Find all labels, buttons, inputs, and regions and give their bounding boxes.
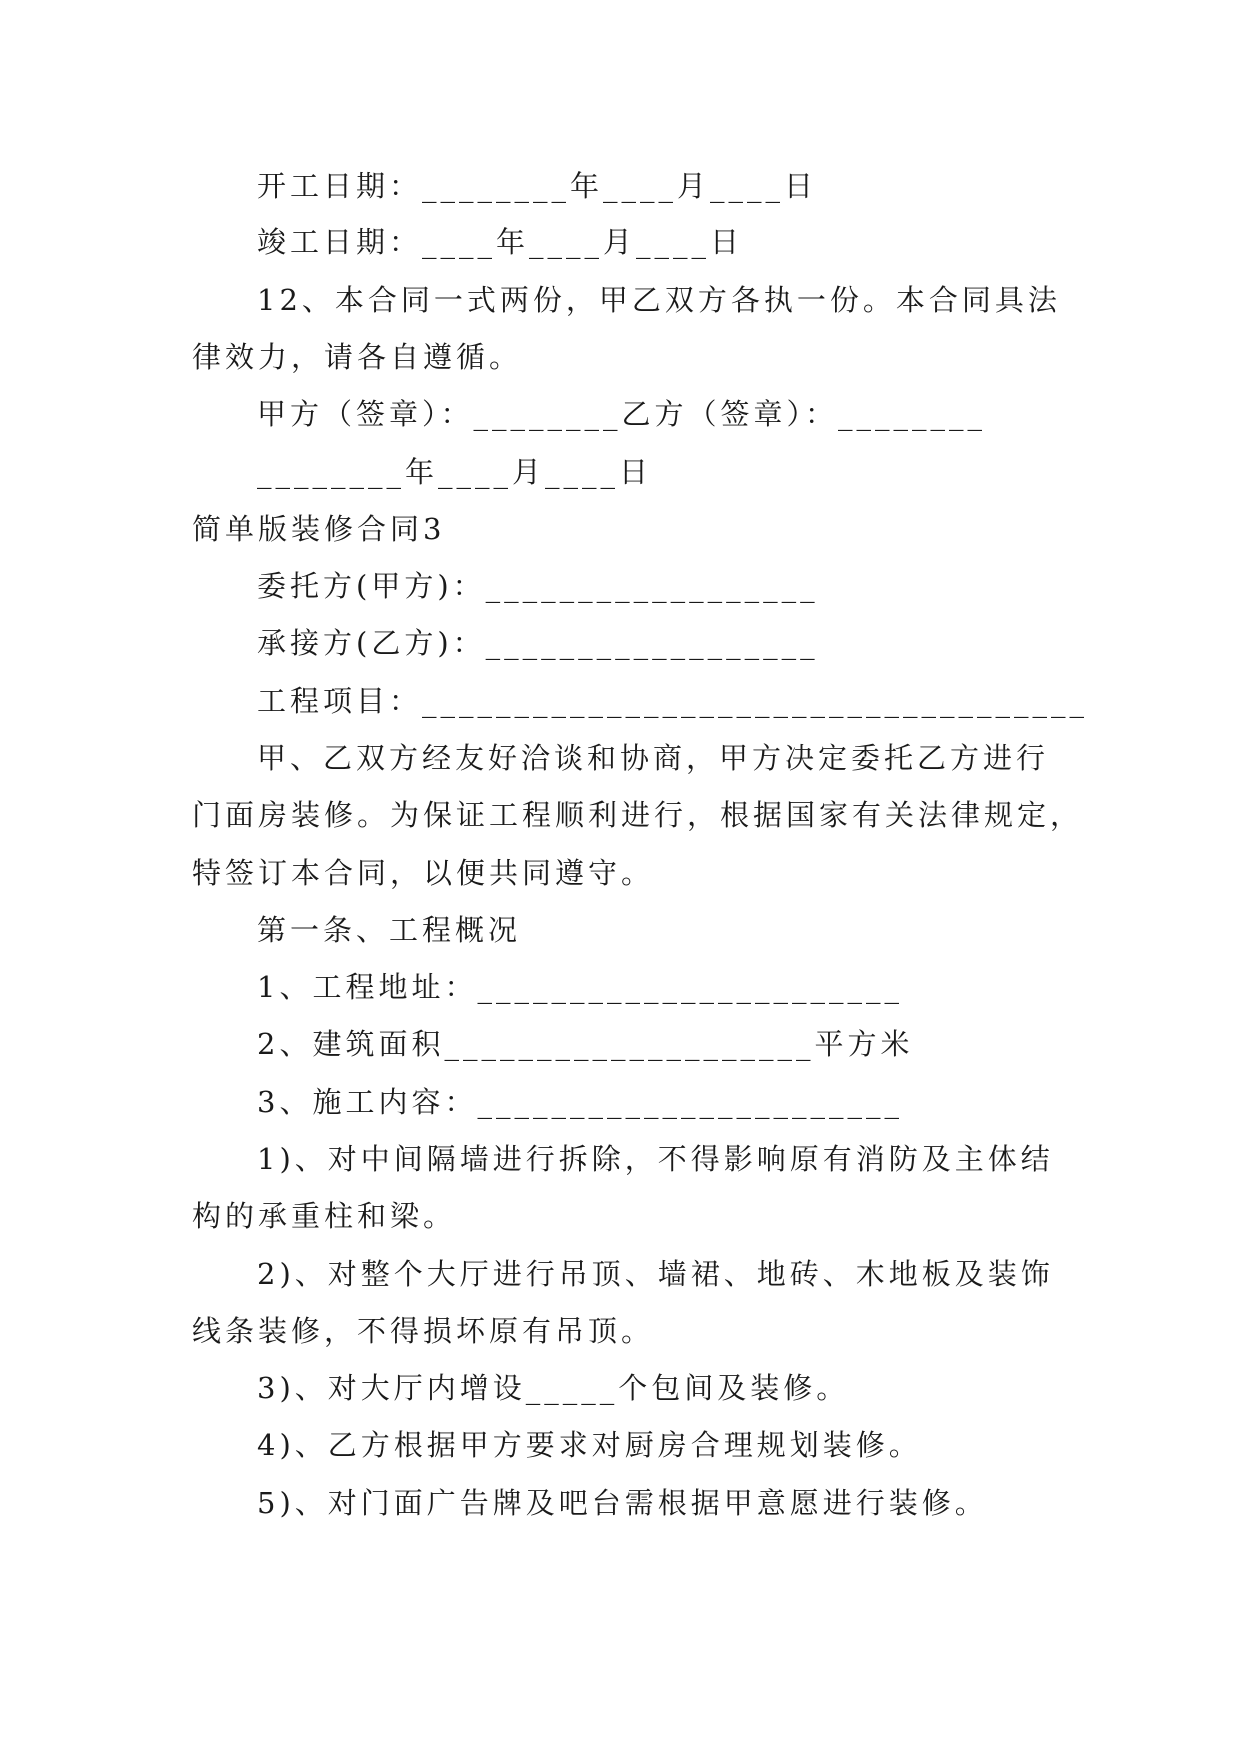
- subitem-1-line-1: 1)、对中间隔墙进行拆除，不得影响原有消防及主体结: [257, 1142, 1054, 1176]
- clause-12-line-2: 律效力，请各自遵循。: [192, 340, 523, 374]
- section-title: 简单版装修合同3: [192, 512, 446, 546]
- subitem-2-line-2: 线条装修，不得损坏原有吊顶。: [192, 1314, 655, 1348]
- article-1-heading: 第一条、工程概况: [257, 913, 522, 947]
- contractor-party-line: 承接方(乙方)：__________________: [257, 626, 819, 660]
- item-area-line: 2、建筑面积____________________平方米: [257, 1027, 914, 1061]
- subitem-4-line: 4)、乙方根据甲方要求对厨房合理规划装修。: [257, 1428, 922, 1462]
- subitem-5-line: 5)、对门面广告牌及吧台需根据甲意愿进行装修。: [257, 1486, 988, 1520]
- subitem-3-line: 3)、对大厅内增设_____个包间及装修。: [257, 1371, 850, 1405]
- project-line: 工程项目：____________________________________: [257, 684, 1089, 718]
- item-content-line: 3、施工内容：_______________________: [257, 1085, 903, 1119]
- clause-12-line-1: 12、本合同一式两份，甲乙双方各执一份。本合同具法: [257, 283, 1061, 317]
- client-party-line: 委托方(甲方)：__________________: [257, 569, 819, 603]
- subitem-2-line-1: 2)、对整个大厅进行吊顶、墙裙、地砖、木地板及装饰: [257, 1257, 1054, 1291]
- signature-date-line: ________年____月____日: [257, 455, 653, 489]
- preamble-line-3: 特签订本合同，以便共同遵守。: [192, 856, 655, 890]
- preamble-line-2: 门面房装修。为保证工程顺利进行，根据国家有关法律规定，: [192, 798, 1084, 832]
- start-date-line: 开工日期：________年____月____日: [257, 169, 818, 203]
- subitem-1-line-2: 构的承重柱和梁。: [192, 1199, 457, 1233]
- preamble-line-1: 甲、乙双方经友好洽谈和协商，甲方决定委托乙方进行: [257, 741, 1050, 775]
- completion-date-line: 竣工日期：____年____月____日: [257, 225, 744, 259]
- signature-line: 甲方（签章）：________乙方（签章）：________: [257, 397, 987, 431]
- item-address-line: 1、工程地址：_______________________: [257, 970, 903, 1004]
